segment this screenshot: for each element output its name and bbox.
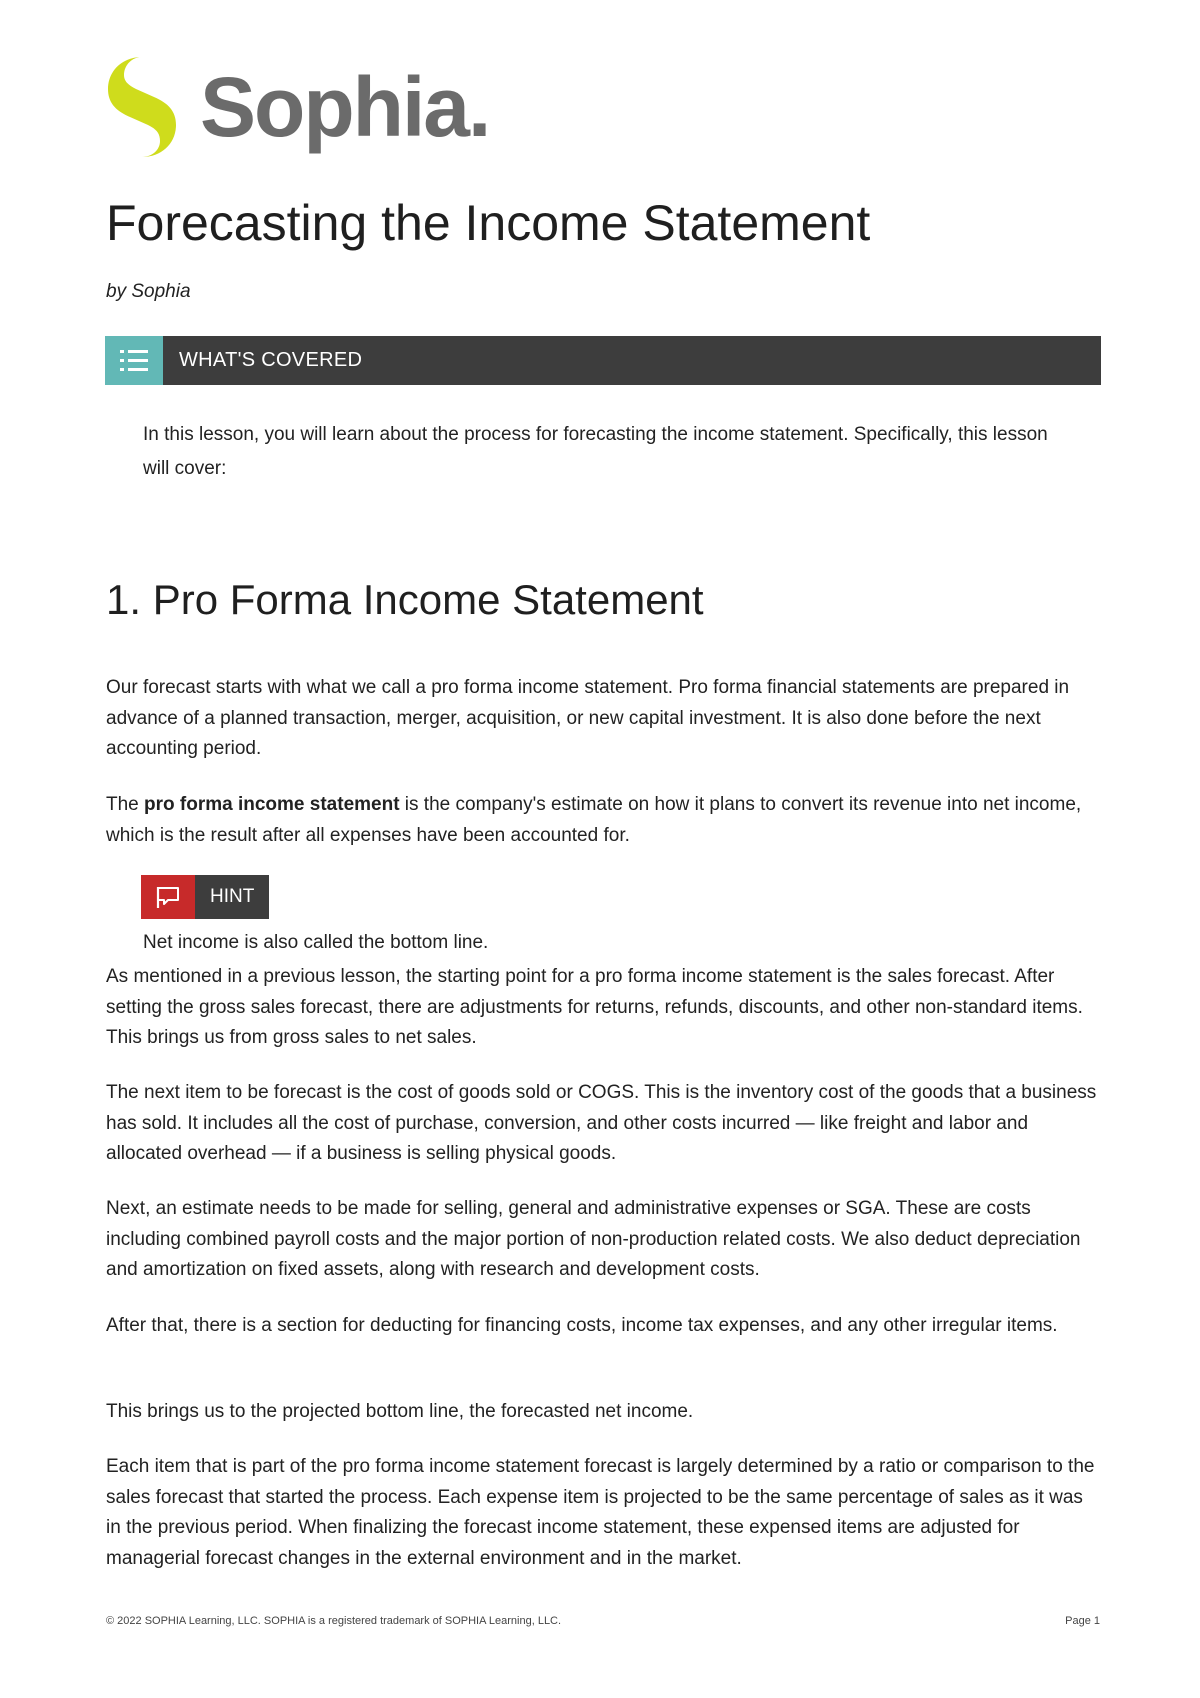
sophia-mark-icon — [104, 55, 180, 159]
byline: by Sophia — [106, 281, 191, 302]
page-title: Forecasting the Income Statement — [106, 195, 871, 251]
page-number: Page 1 — [1065, 1615, 1100, 1627]
lesson-intro: In this lesson, you will learn about the process for forecasting the income statement. Specifically, this lesson will cover: — [143, 424, 1048, 479]
whats-covered-banner — [105, 336, 1101, 385]
hint-label: HINT — [195, 875, 269, 919]
paragraph: The pro forma income statement is the company's estimate on how it plans to convert its revenue into net income, which is the result after all expenses have been accounted for. — [106, 794, 1082, 846]
section-heading: 1. Pro Forma Income Statement — [106, 576, 704, 623]
paragraph: As mentioned in a previous lesson, the starting point for a pro forma income statement is the sales forecast. After setting the gross sales forecast, there are adjustments for returns, refunds, discounts, and other non-standard items. This brings us from gross sales to net sales. — [106, 966, 1083, 1048]
sophia-logo — [104, 52, 489, 162]
footer-copyright: © 2022 SOPHIA Learning, LLC. SOPHIA is a registered trademark of SOPHIA Learning, LLC. — [106, 1615, 562, 1627]
paragraph: This brings us to the projected bottom line, the forecasted net income. — [106, 1401, 694, 1422]
list-icon — [105, 336, 163, 385]
hint-banner — [141, 875, 269, 919]
paragraph: Next, an estimate needs to be made for selling, general and administrative expenses or SGA. These are costs including combined payroll costs and the major portion of non-production related costs. We also deduct depreciation and amortization on fixed assets, along with research and development costs. — [106, 1198, 1081, 1280]
paragraph: Each item that is part of the pro forma income statement forecast is largely determined by a ratio or comparison to the sales forecast that started the process. Each expense item is projected to be the same percentage of sales as it was in the previous period. When finalizing the forecast income statement, these expensed items are adjusted for managerial forecast changes in the external environment and in the market. — [106, 1456, 1095, 1569]
flag-icon — [141, 875, 195, 919]
whats-covered-label: WHAT'S COVERED — [179, 349, 363, 371]
paragraph: The next item to be forecast is the cost of goods sold or COGS. This is the inventory cost of the goods that a business has sold. It includes all the cost of purchase, conversion, and other costs incurred — like freight and labor and allocated overhead — if a business is selling physical goods. — [106, 1082, 1097, 1164]
hint-text: Net income is also called the bottom line. — [143, 932, 489, 953]
key-term: pro forma income statement — [144, 794, 400, 815]
sophia-wordmark: Sophia. — [200, 60, 490, 154]
paragraph: Our forecast starts with what we call a pro forma income statement. Pro forma financial statements are prepared in advance of a planned transaction, merger, acquisition, or new capital investment. It is also done before the next accounting period. — [106, 677, 1070, 759]
paragraph: After that, there is a section for deducting for financing costs, income tax expenses, and any other irregular items. — [106, 1315, 1058, 1336]
